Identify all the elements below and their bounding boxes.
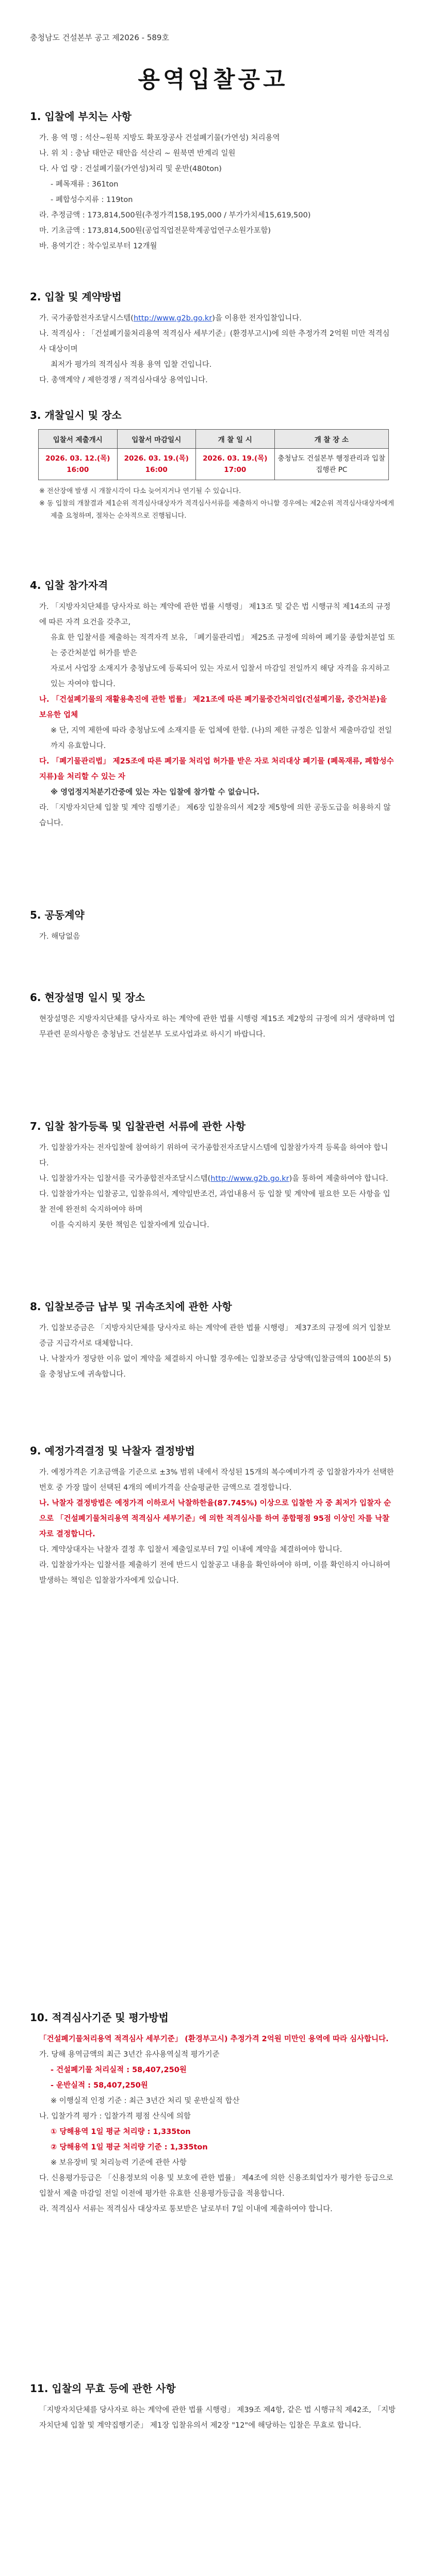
s10-item: 「건설폐기물처리용역 적격심사 세부기준」 (환경부고시) 추정가격 2억원 미만인 용역에 따라 심사합니다. — [39, 2035, 389, 2043]
s1-item: - 폐목재류 : 361ton — [51, 180, 119, 189]
section-6-title: 6. 현장설명 일시 및 장소 — [30, 991, 145, 1004]
s2-item: 최저가 평가의 적격심사 적용 용역 입찰 건입니다. — [51, 361, 212, 369]
s2-item: 다. 총액계약 / 제한경쟁 / 적격심사대상 용역입니다. — [39, 376, 208, 384]
s4-item: 라. 「지방자치단체 입찰 및 계약 집행기준」 제6장 입찰유의서 제2장 제5항에 의한 공동도급을 허용하지 않습니다. — [39, 804, 391, 827]
s11-body: 「지방자치단체를 당사자로 하는 계약에 관한 법률 시행령」 제39조 제4항, 같은 법 시행규칙 제42조, 「지방자치단체 입찰 및 계약집행기준」 제1장 입찰유의서 제2장 "12"에 해당하는 입찰은 무효로 합니다. — [39, 2406, 396, 2430]
schedule-table — [38, 429, 389, 480]
g2b-link[interactable]: http://www.g2b.go.kr — [210, 1175, 289, 1183]
s1-item: - 폐합성수지류 : 119ton — [51, 196, 133, 204]
s1-item: 바. 용역기간 : 착수일로부터 12개월 — [39, 242, 157, 250]
s10-item: ※ 보유장비 및 처리능력 기준에 관한 사항 — [51, 2159, 187, 2167]
s7-item: 나. 입찰참가자는 입찰서를 국가종합전자조달시스템(http://www.g2b.go.kr)을 통하여 제출하여야 합니다. — [39, 1175, 388, 1183]
section-3-title: 3. 개찰일시 및 장소 — [30, 409, 122, 421]
s7-item: 이를 숙지하지 못한 책임은 입찰자에게 있습니다. — [51, 1221, 209, 1229]
s4-item: 자로서 사업장 소재지가 충청남도에 등록되어 있는 자로서 입찰서 마감일 전일까지 해당 자격을 유지하고 있는 자여야 합니다. — [51, 665, 390, 688]
s9-item: 라. 입찰참가자는 입찰서를 제출하기 전에 반드시 입찰공고 내용을 확인하여야 하며, 이를 확인하지 아니하여 발생하는 책임은 입찰참가자에게 있습니다. — [39, 1561, 390, 1585]
s1-item: 마. 기초금액 : 173,814,500원(공업직업전문학계공업연구소원가포함) — [39, 227, 271, 235]
s10-item: ※ 이행실적 인정 기준 : 최근 3년간 처리 및 운반실적 합산 — [51, 2097, 240, 2105]
table-cell: 2026. 03. 19.(목) 17:00 — [196, 449, 275, 480]
s10-item: 나. 입찰가격 평가 : 입찰가격 평점 산식에 의함 — [39, 2112, 191, 2121]
s10-item: 다. 신용평가등급은 「신용정보의 이용 및 보호에 관한 법률」 제4조에 의한 신용조회업자가 평가한 등급으로 입찰서 제출 마감일 전일 이전에 평가한 유효한 신용평가등급을 적용합니다. — [39, 2174, 394, 2198]
section-8-title: 8. 입찰보증금 납부 및 귀속조치에 관한 사항 — [30, 1300, 232, 1313]
s4-item: ※ 영업정지처분기간중에 있는 자는 입찰에 참가할 수 없습니다. — [51, 788, 260, 796]
s3-note: ※ 동 입찰의 개찰결과 제1순위 적격심사대상자가 적격심사서류를 제출하지 아니할 경우에는 제2순위 적격심사대상자에게 — [39, 500, 395, 507]
s2-item: 나. 적격심사 : 「건설폐기물처리용역 적격심사 세부기준」(환경부고시)에 의한 추정가격 2억원 미만 적격심사 대상이며 — [39, 330, 390, 353]
section-8 — [30, 1298, 396, 1382]
s9-item: 다. 계약상대자는 낙찰자 결정 후 입찰서 제출일로부터 7일 이내에 계약을 체결하여야 합니다. — [39, 1546, 342, 1554]
section-5 — [30, 907, 396, 944]
s3-note: 제출 요청하며, 절차는 순차적으로 진행됩니다. — [51, 512, 187, 520]
section-7 — [30, 1118, 396, 1233]
s1-item: 나. 위 치 : 충남 태안군 태안읍 석산리 ~ 원북면 반계리 일원 — [39, 149, 236, 158]
table-header: 개 찰 장 소 — [274, 430, 388, 449]
s1-item: 라. 추정금액 : 173,814,500원(추정가격158,195,000 / 부가가치세15,619,500) — [39, 211, 311, 219]
section-9-title: 9. 예정가격결정 및 낙찰자 결정방법 — [30, 1445, 195, 1457]
section-4 — [30, 577, 396, 831]
section-3 — [30, 407, 396, 522]
s8-item: 나. 낙찰자가 정당한 이유 없이 계약을 체결하지 아니할 경우에는 입찰보증금 상당액(입찰금액의 100분의 5)을 충청남도에 귀속합니다. — [39, 1355, 391, 1379]
s8-item: 가. 입찰보증금은 「지방자치단체를 당사자로 하는 계약에 관한 법률 시행령」 제37조의 규정에 의거 입찰보증금 지급각서로 대체합니다. — [39, 1324, 391, 1348]
g2b-link[interactable]: http://www.g2b.go.kr — [133, 314, 212, 323]
s9-item: 나. 낙찰자 결정방법은 예정가격 이하로서 낙찰하한율(87.745%) 이상으로 입찰한 자 중 최저가 입찰자 순으로 「건설폐기물처리용역 적격심사 세부기준」에 의한 적격심사를 하여 종합평점 95점 이상인 자를 낙찰자로 결정합니다. — [39, 1499, 391, 1538]
s4-item: ※ 단, 지역 제한에 따라 충청남도에 소재지를 둔 업체에 한함. (나)의 제한 규정은 입찰서 제출마감일 전일까지 유효합니다. — [51, 726, 392, 750]
table-header: 입찰서 마감일시 — [117, 430, 196, 449]
page-title: 용역입찰공고 — [138, 66, 288, 93]
section-11 — [30, 2380, 396, 2433]
s10-item: ② 당해용역 1일 평균 처리량 기준 : 1,335ton — [51, 2143, 208, 2151]
s9-item: 가. 예정가격은 기초금액을 기준으로 ±3% 범위 내에서 작성된 15개의 복수예비가격 중 입찰참가자가 선택한 번호 중 가장 많이 선택된 4개의 예비가격을 산술평균한 금액으로 결정합니다. — [39, 1468, 394, 1492]
s4-item: 가. 「지방자치단체를 당사자로 하는 계약에 관한 법률 시행령」 제13조 및 같은 법 시행규칙 제14조의 규정에 따른 자격 요건을 갖추고, — [39, 603, 391, 626]
table-cell: 2026. 03. 19.(목) 16:00 — [117, 449, 196, 480]
s5-body: 가. 해당없음 — [39, 933, 80, 941]
document-number: 충청남도 건설본부 공고 제2026 - 589호 — [30, 33, 169, 42]
s4-item: 유효 한 입찰서를 제출하는 적격자격 보유, 「폐기물관리법」 제25조 규정에 의하여 폐기물 종합처분업 또는 중간처분업 허가를 받은 — [51, 634, 395, 657]
section-7-title: 7. 입찰 참가등록 및 입찰관련 서류에 관한 사항 — [30, 1120, 246, 1132]
section-1-title: 1. 입찰에 부치는 사항 — [30, 110, 132, 123]
s10-item: - 건설폐기물 처리실적 : 58,407,250원 — [51, 2066, 187, 2074]
table-header-row — [39, 430, 389, 449]
s7-item: 다. 입찰참가자는 입찰공고, 입찰유의서, 계약일반조건, 과업내용서 등 입찰 및 계약에 필요한 모든 사항을 입찰 전에 완전히 숙지하여야 하며 — [39, 1190, 390, 1214]
s10-item: - 운반실적 : 58,407,250원 — [51, 2081, 148, 2090]
s2-item: 가. 국가종합전자조달시스템(http://www.g2b.go.kr)을 이용한 전자입찰입니다. — [39, 314, 302, 323]
section-10 — [30, 2009, 396, 2217]
s10-item: 라. 적격심사 서류는 적격심사 대상자로 통보받은 날로부터 7일 이내에 제출하여야 합니다. — [39, 2205, 333, 2213]
section-1 — [30, 108, 396, 254]
s10-item: ① 당해용역 1일 평균 처리량 : 1,335ton — [51, 2128, 191, 2136]
table-header: 입찰서 제출개시 — [39, 430, 118, 449]
s1-item: 가. 용 역 명 : 석산~원북 지방도 확포장공사 건설폐기물(가연성) 처리용역 — [39, 134, 280, 142]
s1-item: 다. 사 업 량 : 건설폐기물(가연성)처리 및 운반(480ton) — [39, 165, 222, 173]
s6-body: 현장설명은 지방자치단체를 당사자로 하는 계약에 관한 법률 시행령 제15조 제2항의 규정에 의거 생략하며 업무관련 문의사항은 충청남도 건설본부 도로사업과로 하시기 바랍니다. — [39, 1015, 395, 1039]
section-6 — [30, 989, 396, 1042]
table-cell: 충청남도 건설본부 행정관리과 입찰집행관 PC — [274, 449, 388, 480]
s7-item: 가. 입찰참가자는 전자입찰에 참여하기 위하여 국가종합전자조달시스템에 입찰참가자격 등록을 하여야 합니다. — [39, 1144, 388, 1167]
section-10-title: 10. 적격심사기준 및 평가방법 — [30, 2011, 169, 2024]
section-4-title: 4. 입찰 참가자격 — [30, 579, 108, 591]
section-9 — [30, 1443, 396, 1588]
table-header: 개 찰 일 시 — [196, 430, 275, 449]
s4-item: 나. 「건설폐기물의 재활용촉진에 관한 법률」 제21조에 따른 폐기물중간처리업(건설폐기물, 중간처분)을 보유한 업체 — [39, 696, 387, 719]
section-11-title: 11. 입찰의 무효 등에 관한 사항 — [30, 2382, 176, 2395]
section-5-title: 5. 공동계약 — [30, 909, 85, 921]
s3-note: ※ 전산장애 발생 시 개찰시각이 다소 늦어지거나 연기될 수 있습니다. — [39, 487, 241, 495]
s4-item: 다. 「폐기물관리법」 제25조에 따른 폐기물 처리업 허가를 받은 자로 처리대상 폐기물 (폐목재류, 폐합성수지류)을 처리할 수 있는 자 — [39, 757, 394, 781]
table-row — [39, 449, 389, 480]
section-2 — [30, 289, 396, 388]
table-cell: 2026. 03. 12.(목) 16:00 — [39, 449, 118, 480]
section-2-title: 2. 입찰 및 계약방법 — [30, 291, 122, 303]
s10-item: 가. 당해 용역금액의 최근 3년간 유사용역실적 평가기준 — [39, 2050, 220, 2059]
